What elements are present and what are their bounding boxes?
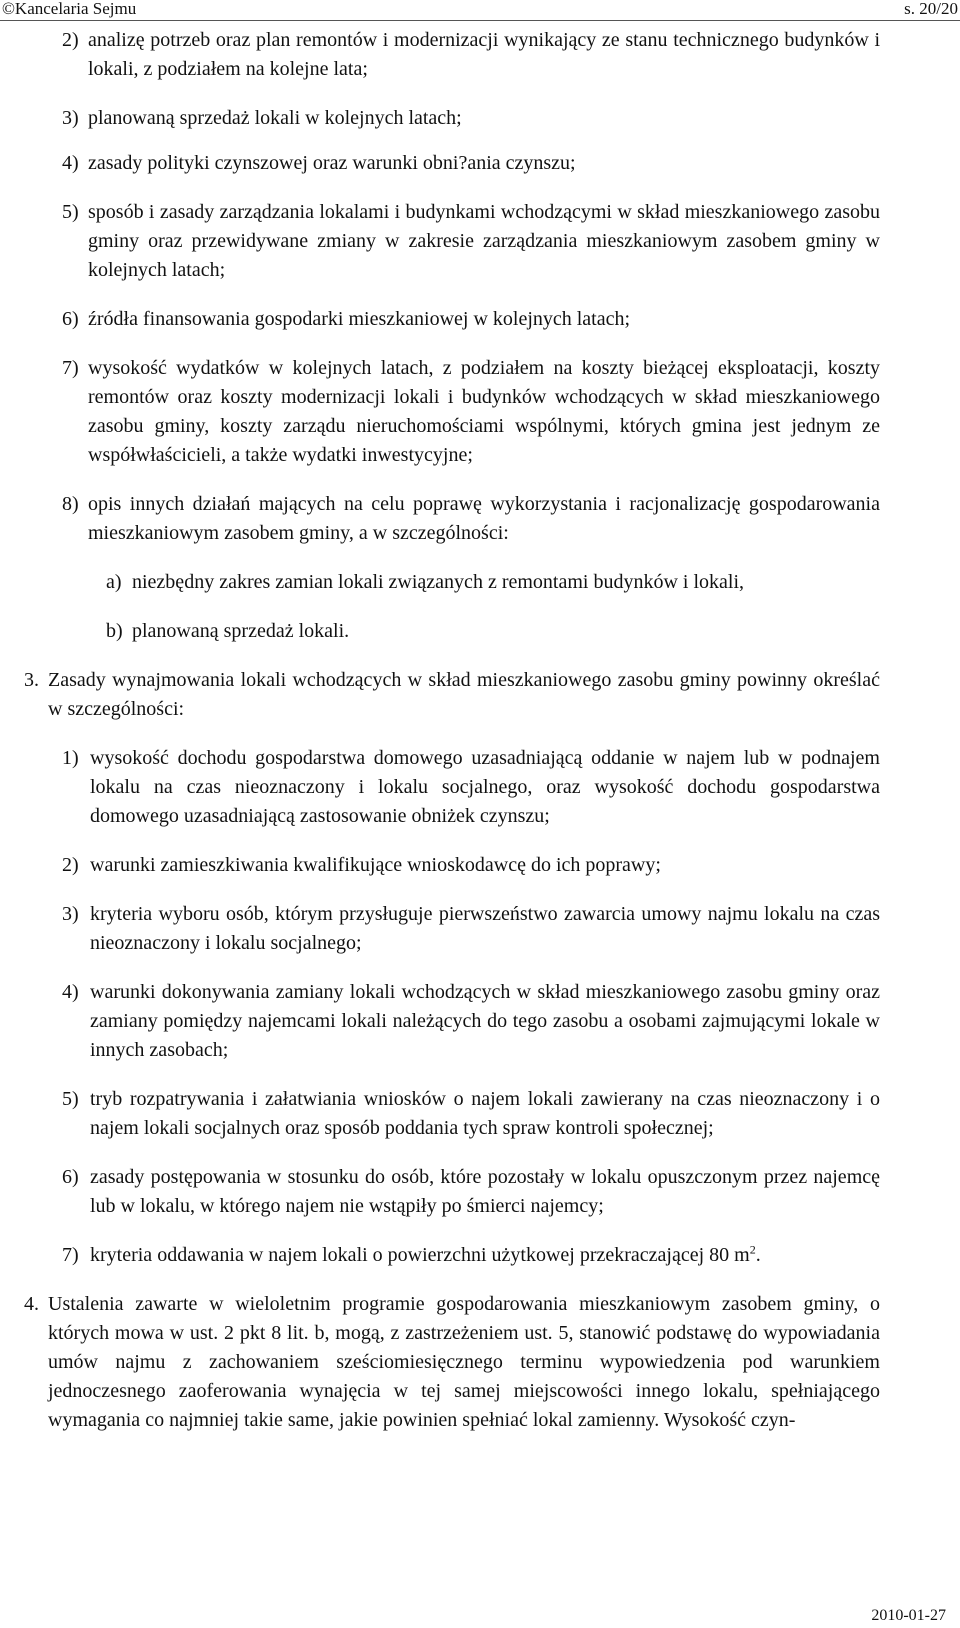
list-item-number: 2) [62, 29, 79, 51]
list-item-text: sposób i zasady zarządzania lokalami i budynkami wchodzącymi w skład mieszkaniowego zasobu gminy oraz przewidywane zmiany w zakresie zarządzania mieszkaniowym zasobem gminy w kolejnych latach; [88, 201, 880, 281]
list-item [62, 1085, 880, 1143]
list-item-text: zasady postępowania w stosunku do osób, które pozostały w lokalu opuszczonym przez najemcę lub w lokalu, w którego najem nie wstąpiły po śmierci najemcy; [90, 1166, 880, 1217]
sub-list-item-letter: b) [106, 620, 123, 642]
list-item-text: zasady polityki czynszowej oraz warunki obni?ania czynszu; [88, 152, 576, 174]
list-item-text: planowaną sprzedaż lokali w kolejnych latach; [88, 107, 462, 129]
sub-list-item [106, 568, 874, 597]
list-item [62, 900, 880, 958]
list-item-text: wysokość wydatków w kolejnych latach, z podziałem na koszty bieżącej eksploatacji, koszty remontów oraz koszty modernizacji lokali i budynków wchodzących w skład mieszkaniowego zasobu gminy, koszty zarządu nieruchomościami wspólnymi, których gmina jest jednym ze współwłaścicieli, a także wydatki inwestycyjne; [88, 357, 880, 466]
list-item-text-tail: . [755, 1244, 761, 1266]
list-item [62, 305, 880, 334]
section-text: Zasady wynajmowania lokali wchodzących w skład mieszkaniowego zasobu gminy powinny określać w szczególności: [48, 669, 880, 720]
section-3 [24, 666, 880, 724]
list-item-text: opis innych działań mających na celu poprawę wykorzystania i racjonalizację gospodarowania mieszkaniowym zasobem gminy, a w szczególności: [88, 493, 880, 544]
list-item [62, 149, 880, 178]
list-item-number: 2) [62, 854, 79, 876]
list-item-number: 1) [62, 747, 79, 769]
list-item-text: wysokość dochodu gospodarstwa domowego uzasadniającą oddanie w najem lub w podnajem lokalu na czas nieoznaczony i lokalu socjalnego, oraz wysokość dochodu gospodarstwa domowego uzasadniającą zastosowanie obniżek czynszu; [90, 747, 880, 827]
list-item-number: 5) [62, 1088, 79, 1110]
list-item-number: 7) [62, 1244, 79, 1266]
list-item-number: 5) [62, 201, 79, 223]
list-item-number: 8) [62, 493, 79, 515]
document-body [0, 26, 960, 1455]
list-item-number: 6) [62, 1166, 79, 1188]
list-item [62, 490, 880, 548]
page-number: s. 20/20 [904, 0, 958, 18]
list-item-text: warunki zamieszkiwania kwalifikujące wnioskodawcę do ich poprawy; [90, 854, 661, 876]
list-item [62, 26, 880, 84]
footer-date: 2010-01-27 [871, 1607, 946, 1624]
sub-list-item-letter: a) [106, 571, 122, 593]
list-item-text: źródła finansowania gospodarki mieszkaniowej w kolejnych latach; [88, 308, 631, 330]
list-item [62, 744, 880, 831]
section-number: 4. [24, 1293, 39, 1315]
list-item-number: 4) [62, 152, 79, 174]
section-number: 3. [24, 669, 39, 691]
copyright-label: ©Kancelaria Sejmu [2, 0, 137, 18]
list-item [62, 851, 880, 880]
sub-list-item-text: niezbędny zakres zamian lokali związanych z remontami budynków i lokali, [132, 571, 745, 593]
section-4 [24, 1290, 880, 1435]
list-item-text [90, 1241, 880, 1270]
list-item-text: analizę potrzeb oraz plan remontów i modernizacji wynikający ze stanu technicznego budynków i lokali, z podziałem na kolejne lata; [88, 29, 880, 80]
page-header [0, 0, 960, 21]
superscript: 2 [749, 1242, 756, 1257]
list-item-number: 4) [62, 981, 79, 1003]
sub-list-item [106, 617, 874, 646]
sub-list-item-text: planowaną sprzedaż lokali. [132, 620, 350, 642]
list-item [62, 198, 880, 285]
section-text: Ustalenia zawarte w wieloletnim programie gospodarowania mieszkaniowym zasobem gminy, o których mowa w ust. 2 pkt 8 lit. b, mogą, z zastrzeżeniem ust. 5, stanowić podstawę do wypowiadania umów najmu z zachowaniem sześciomiesięcznego terminu wypowiedzenia pod warunkiem jednoczesnego zaoferowania wynajęcia w tej samej miejscowości innego lokalu, spełniającego wymagania co najmniej takie same, jakie powinien spełniać lokal zamienny. Wysokość czyn- [48, 1293, 880, 1431]
list-item-text: kryteria wyboru osób, którym przysługuje pierwszeństwo zawarcia umowy najmu lokalu na czas nieoznaczony i lokalu socjalnego; [90, 903, 880, 954]
list-item-number: 3) [62, 107, 79, 129]
list-item [62, 1163, 880, 1221]
list-item [62, 104, 880, 133]
list-item-text-main: kryteria oddawania w najem lokali o powierzchni użytkowej przekraczającej 80 m [90, 1244, 750, 1266]
list-item-text: warunki dokonywania zamiany lokali wchodzących w skład mieszkaniowego zasobu gminy oraz zamiany pomiędzy najemcami lokali należących do tego zasobu a osobami zajmującymi lokale w innych zasobach; [90, 981, 880, 1061]
list-item-number: 3) [62, 903, 79, 925]
list-item-number: 6) [62, 308, 79, 330]
list-item-number: 7) [62, 357, 79, 379]
list-item-text: tryb rozpatrywania i załatwiania wniosków o najem lokali zawierany na czas nieoznaczony i o najem lokali socjalnych oraz sposób poddania tych spraw kontroli społecznej; [90, 1088, 880, 1139]
list-item [62, 1241, 880, 1270]
list-item [62, 354, 880, 470]
list-item [62, 978, 880, 1065]
